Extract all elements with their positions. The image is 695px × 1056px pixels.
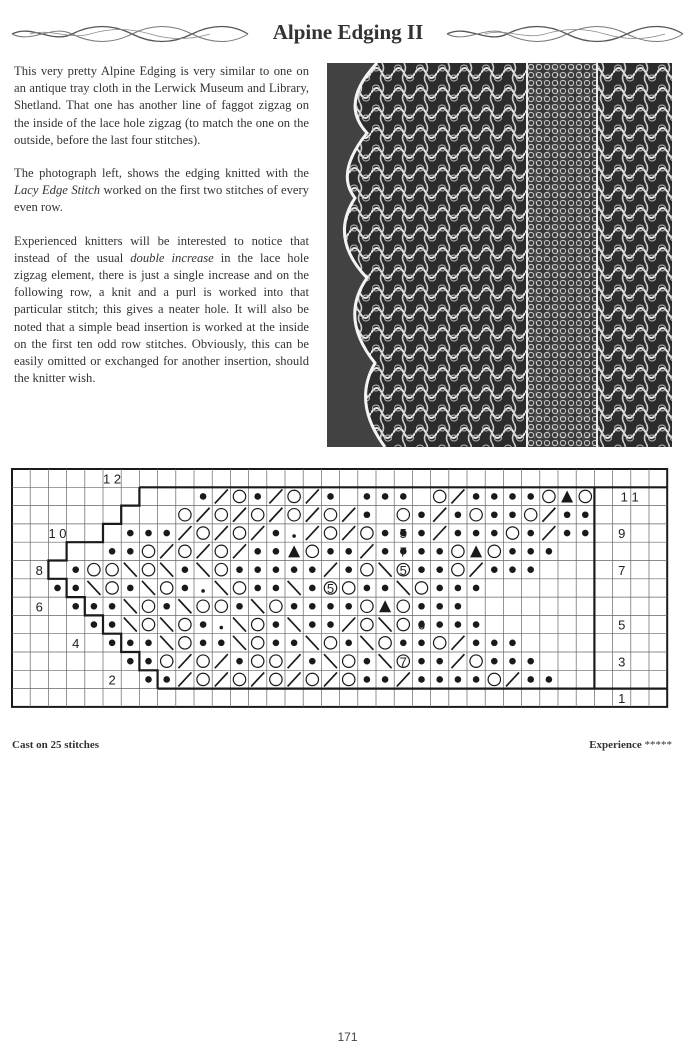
knit-dot [455,676,462,683]
right-row-label: 5 [618,617,626,633]
knit-dot [491,530,498,537]
knit-dot [491,566,498,573]
cast-on-note: Cast on 25 stitches [12,739,100,751]
knit-dot [418,603,425,610]
knit-dot [72,585,79,592]
knit-dot [345,640,352,647]
ornament-left-icon [10,22,250,46]
knit-dot [436,658,443,665]
knit-dot [491,511,498,518]
right-row-label: 1 [618,690,626,706]
knit-dot [418,640,425,647]
knit-dot [509,566,516,573]
knit-dot [145,530,152,537]
left-row-label: 4 [72,636,80,651]
knit-dot [72,566,79,573]
left-row-label: 2 [108,672,116,688]
knit-dot [382,548,389,555]
knit-dot [309,658,316,665]
knit-dot [182,585,189,592]
knit-dot [509,658,516,665]
right-row-label: 3 [618,654,626,670]
knit-dot [72,603,79,610]
knit-dot [273,640,280,647]
knit-dot [91,621,98,628]
intro-paragraph-3: Experienced knitters will be interested to notice that instead of the usual double increase in the lace hole zigzag element, there is just a single increase and on the following row, a knit and a purl is worked into that particular stitch; this gives a neater hole. It will also be noted that a simple bead insertion is worked at the inside on the first ten odd row stitches. Obviously, this can be easily omitted or exchanged for another insertion, should the knitter wish. [14,233,309,386]
knit-dot [273,530,280,537]
knit-dot [491,658,498,665]
knit-dot [455,511,462,518]
knit-dot [254,585,261,592]
knit-dot [109,640,116,647]
knit-dot [254,548,261,555]
knit-dot [527,658,534,665]
knit-dot [382,585,389,592]
knit-dot [91,603,98,610]
knit-dot [200,640,207,647]
knit-dot [382,676,389,683]
knit-dot [254,493,261,500]
experience-rating: Experience ***** [589,739,672,751]
left-row-label: 1 0 [48,526,67,542]
knit-dot [509,511,516,518]
intro-paragraph-1: This very pretty Alpine Edging is very similar to one on an antique tray cloth in the Lerwick Museum and Library, Shetland. That one has another line of faggot zigzag on the inside of the lace hole zigzag (to match the one on the outside, before the last four stitches). [14,64,309,147]
knit-dot [436,603,443,610]
knit-dot [436,621,443,628]
knit-dot [273,585,280,592]
knit-dot [163,530,170,537]
knit-dot [145,658,152,665]
knit-dot [418,658,425,665]
knit-dot [436,548,443,555]
inner-number-label: 7 [399,544,407,560]
knit-dot [455,530,462,537]
intro-paragraph-2: The photograph left, shows the edging knitted with the Lacy Edge Stitch worked on the first two stitches of every even row. [14,166,309,215]
knit-dot [400,493,407,500]
inner-number-label: 5 [326,581,335,597]
knit-dot [200,493,207,500]
knit-dot [327,548,334,555]
knit-dot [582,530,589,537]
knit-dot [382,530,389,537]
knit-dot [436,676,443,683]
experience-stars: ***** [644,739,672,751]
knit-dot [546,676,553,683]
knit-dot [473,640,480,647]
knit-dot [273,548,280,555]
knit-dot [345,603,352,610]
left-row-label: 8 [35,562,43,578]
inner-number-label: 5 [399,562,407,578]
knit-dot [327,493,334,500]
knit-dot [236,603,243,610]
knit-dot [273,621,280,628]
knit-dot [236,658,243,665]
knit-dot [509,493,516,500]
knit-dot [473,676,480,683]
knit-dot [418,676,425,683]
knit-dot [564,511,571,518]
right-row-label: 9 [618,526,626,542]
knit-dot [436,585,443,592]
knit-dot [491,493,498,500]
intro-text [14,63,309,403]
knit-dot [309,585,316,592]
knit-dot [309,621,316,628]
knit-dot [364,676,371,683]
left-row-label: 6 [35,599,43,615]
inner-number-label: 5 [399,526,407,542]
knit-dot [473,493,480,500]
knit-dot [400,640,407,647]
knit-dot [564,530,571,537]
knit-dot [418,530,425,537]
knit-dot [546,548,553,555]
knit-dot [436,566,443,573]
inner-number-label: 7 [399,654,407,670]
knit-dot [455,585,462,592]
lace-photo [327,63,672,447]
knit-dot [527,493,534,500]
knit-dot [309,603,316,610]
knit-dot [418,548,425,555]
knit-dot [182,566,189,573]
page-number: 171 [337,1030,358,1044]
knit-dot [527,548,534,555]
knit-dot [273,566,280,573]
knit-dot [491,640,498,647]
knit-dot [582,511,589,518]
knit-dot [291,566,298,573]
knit-dot [327,603,334,610]
knit-dot [163,676,170,683]
knit-dot [418,566,425,573]
knit-dot [364,493,371,500]
knit-dot [163,603,170,610]
right-row-label: 7 [618,562,626,578]
inner-number-label: 6 [417,617,426,633]
left-row-label: 1 2 [103,471,122,487]
knit-dot [127,548,134,555]
knit-dot [527,530,534,537]
right-row-label: 1 1 [620,489,639,505]
knit-dot [364,585,371,592]
small-dot [292,534,296,538]
ornament-right-icon [445,22,685,46]
knit-dot [364,658,371,665]
knit-dot [345,566,352,573]
knit-dot [236,566,243,573]
knit-dot [473,530,480,537]
knit-dot [345,548,352,555]
small-dot [201,589,205,593]
knit-dot [364,511,371,518]
knit-dot [291,603,298,610]
knit-dot [455,621,462,628]
knit-dot [109,548,116,555]
knit-dot [418,511,425,518]
knit-dot [527,566,534,573]
knit-dot [527,676,534,683]
knit-dot [382,493,389,500]
knit-dot [473,621,480,628]
knit-dot [127,530,134,537]
page-title: Alpine Edging II [272,20,424,44]
knit-dot [291,640,298,647]
knit-dot [254,566,261,573]
knit-dot [145,640,152,647]
knit-dot [200,621,207,628]
knit-dot [509,640,516,647]
knit-dot [309,566,316,573]
knit-dot [127,658,134,665]
knit-dot [109,621,116,628]
knit-dot [127,585,134,592]
knit-dot [327,621,334,628]
knitting-chart [10,467,672,733]
knit-dot [509,548,516,555]
knit-dot [218,640,225,647]
knit-dot [54,585,61,592]
page-header [10,18,685,52]
knit-dot [109,603,116,610]
knit-dot [455,603,462,610]
knit-dot [145,676,152,683]
small-dot [220,626,224,630]
knit-dot [473,585,480,592]
knit-dot [127,640,134,647]
